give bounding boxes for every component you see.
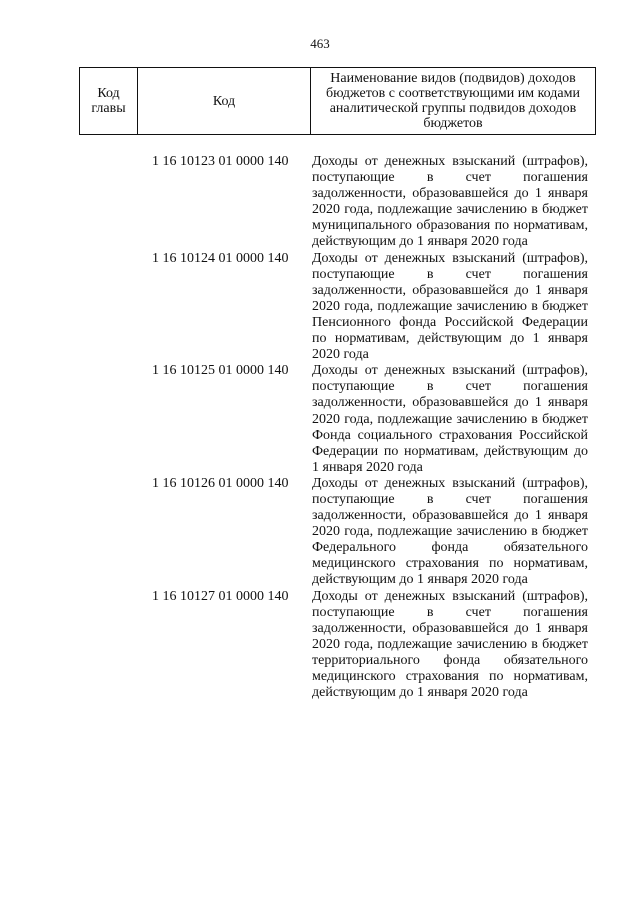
table-row	[0, 251, 640, 364]
header-code: Код	[138, 68, 311, 134]
page-number: 463	[310, 36, 330, 51]
table-row	[0, 476, 640, 589]
income-description: Доходы от денежных взысканий (штрафов), поступающие в счет погашения задолженности, образовавшейся до 1 января 2020 года, подлежащие зачислению в бюджет Фонда социального страхования Российской Федерации по нормативам, действующим до 1 января 2020 года	[312, 363, 588, 475]
header-income-name: Наименование видов (подвидов) доходов бюджетов с соответствующими им кодами аналитической группы подвидов доходов бюджетов	[326, 71, 580, 131]
income-description: Доходы от денежных взысканий (штрафов), поступающие в счет погашения задолженности, образовавшейся до 1 января 2020 года, подлежащие зачислению в бюджет Пенсионного фонда Российской Федерации по нормативам, действующим до 1 января 2020 года	[312, 250, 588, 363]
income-code: 1 16 10124 01 0000 140	[152, 250, 289, 266]
income-code: 1 16 10127 01 0000 140	[152, 588, 289, 604]
header-chapter-code: Код главы	[80, 68, 138, 134]
income-code: 1 16 10123 01 0000 140	[152, 154, 289, 169]
table-row	[0, 154, 640, 251]
table-header	[79, 67, 596, 135]
income-code-list	[0, 154, 640, 701]
income-description: Доходы от денежных взысканий (штрафов), поступающие в счет погашения задолженности, образовавшейся до 1 января 2020 года, подлежащие зачислению в бюджет территориального фонда обязательного медицинского страхования по нормативам, действующим до 1 января 2020 года	[312, 588, 588, 701]
income-description: Доходы от денежных взысканий (штрафов), поступающие в счет погашения задолженности, образовавшейся до 1 января 2020 года, подлежащие зачислению в бюджет Федерального фонда обязательного медицинского страхования по нормативам, действующим до 1 января 2020 года	[312, 475, 588, 588]
table-row	[0, 363, 640, 476]
table-row	[0, 589, 640, 702]
income-description: Доходы от денежных взысканий (штрафов), поступающие в счет погашения задолженности, образовавшейся до 1 января 2020 года, подлежащие зачислению в бюджет муниципального образования по нормативам, действующим до 1 января 2020 года	[312, 154, 588, 250]
income-code: 1 16 10126 01 0000 140	[152, 475, 289, 491]
income-code: 1 16 10125 01 0000 140	[152, 363, 289, 379]
